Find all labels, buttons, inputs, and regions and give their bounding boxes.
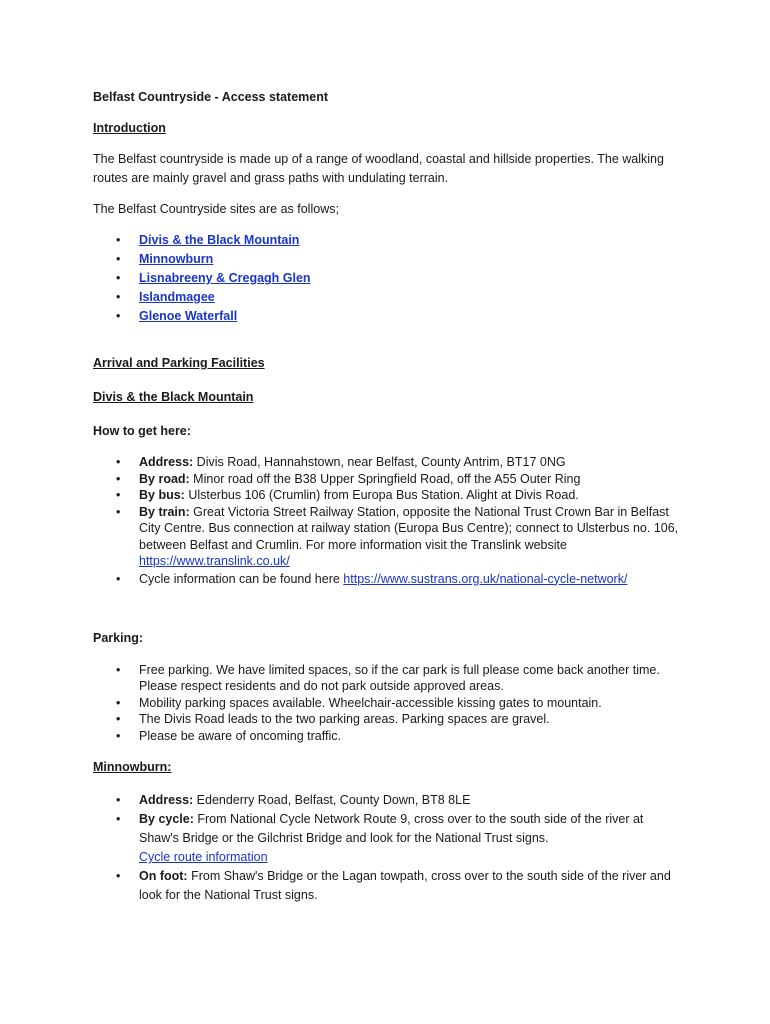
list-item xyxy=(139,810,683,867)
list-item xyxy=(139,269,683,288)
list-item: • Mobility parking spaces available. Wheelchair-accessible kissing gates to mountain. xyxy=(139,695,683,712)
train-label: By train: xyxy=(139,504,190,519)
parking-list xyxy=(93,662,683,745)
site-link-lisnabreeny[interactable]: Lisnabreeny & Cregagh Glen xyxy=(139,271,311,285)
list-item xyxy=(139,471,683,488)
site-link-glenoe[interactable]: Glenoe Waterfall xyxy=(139,309,238,323)
document-content xyxy=(93,88,683,905)
minnowburn-list xyxy=(93,791,683,905)
minnowburn-address-label: Address: xyxy=(139,793,194,807)
address-text: Divis Road, Hannahstown, near Belfast, County Antrim, BT17 0NG xyxy=(193,455,566,469)
address-label: Address: xyxy=(139,455,194,469)
introduction-heading: Introduction xyxy=(93,121,166,135)
cycle-info-text: Cycle information can be found here xyxy=(139,571,344,586)
sustrans-link[interactable]: https://www.sustrans.org.uk/national-cycle-network/ xyxy=(343,571,628,586)
list-item xyxy=(139,570,683,589)
sites-list xyxy=(93,231,683,326)
list-item xyxy=(139,454,683,471)
list-item xyxy=(139,288,683,307)
bus-text: Ulsterbus 106 (Crumlin) from Europa Bus Station. Alight at Divis Road. xyxy=(184,488,579,502)
directions-list xyxy=(93,454,683,589)
minnowburn-foot-text: From Shaw's Bridge or the Lagan towpath, cross over to the south side of the river and look for the National Trust signs. xyxy=(139,869,671,902)
list-item xyxy=(139,791,683,810)
introduction-paragraph: The Belfast countryside is made up of a range of woodland, coastal and hillside properties. The walking routes are mainly gravel and grass paths with undulating terrain. xyxy=(93,152,664,185)
list-item xyxy=(139,307,683,326)
road-label: By road: xyxy=(139,471,190,486)
train-text: Great Victoria Street Railway Station, opposite the National Trust Crown Bar in Belfast City Centre. Bus connection at railway station (Europa Bus Centre); connect to Ulsterbus no. 106, between Belfast and Crumlin. For more information visit the Translink website xyxy=(139,504,679,552)
translink-link[interactable]: https://www.translink.co.uk/ xyxy=(139,554,290,568)
document-title: Belfast Countryside - Access statement xyxy=(93,90,329,104)
minnowburn-cycle-label: By cycle: xyxy=(139,812,194,826)
site-link-minnowburn[interactable]: Minnowburn xyxy=(139,252,214,266)
parking-heading: Parking: xyxy=(93,630,144,645)
road-text: Minor road off the B38 Upper Springfield Road, off the A55 Outer Ring xyxy=(189,471,581,486)
arrival-heading: Arrival and Parking Facilities xyxy=(93,356,265,370)
list-item: • Free parking. We have limited spaces, so if the car park is full please come back another time. Please respect residents and do not park outside approved areas. xyxy=(139,662,683,695)
sites-intro-paragraph: The Belfast Countryside sites are as follows; xyxy=(93,202,339,216)
list-item xyxy=(139,250,683,269)
cycle-route-link[interactable]: Cycle route information xyxy=(139,850,268,864)
how-to-get-here-heading: How to get here: xyxy=(93,424,191,438)
site-link-divis[interactable]: Divis & the Black Mountain xyxy=(139,233,300,247)
minnowburn-foot-label: On foot: xyxy=(139,869,188,883)
minnowburn-heading: Minnowburn: xyxy=(93,760,172,774)
minnowburn-address-text: Edenderry Road, Belfast, County Down, BT8 8LE xyxy=(193,793,471,807)
list-item xyxy=(139,867,683,905)
site-link-islandmagee[interactable]: Islandmagee xyxy=(139,290,215,304)
divis-heading: Divis & the Black Mountain xyxy=(93,390,254,404)
list-item xyxy=(139,231,683,250)
list-item: • The Divis Road leads to the two parking areas. Parking spaces are gravel. xyxy=(139,711,683,728)
list-item: • Please be aware of oncoming traffic. xyxy=(139,728,683,745)
minnowburn-cycle-text: From National Cycle Network Route 9, cross over to the south side of the river at Shaw's Bridge or the Gilchrist Bridge and look for the National Trust signs. xyxy=(139,812,644,845)
list-item xyxy=(139,487,683,504)
list-item xyxy=(139,504,683,570)
bus-label: By bus: xyxy=(139,488,185,502)
